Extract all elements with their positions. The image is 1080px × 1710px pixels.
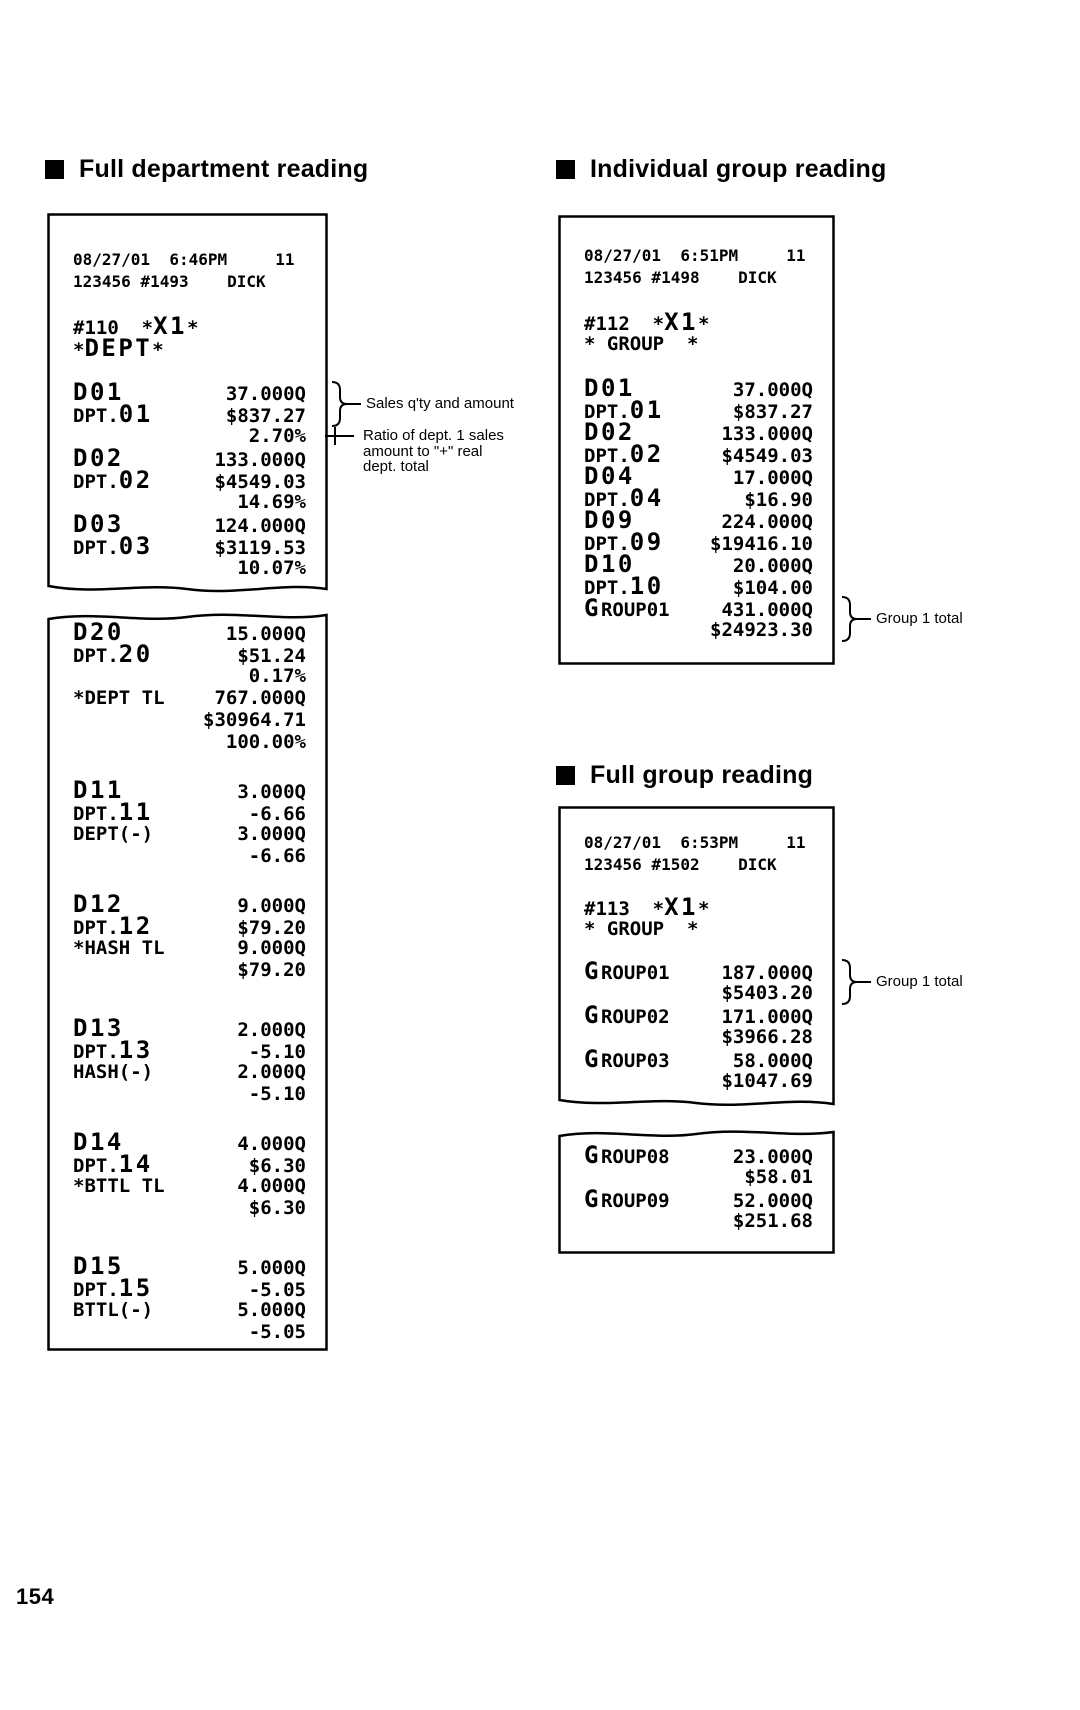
section-title: Full group reading: [590, 761, 814, 789]
receipt-line: DPT.14 $6.30: [73, 1150, 306, 1178]
receipt-line: D02 133.000Q: [584, 418, 813, 446]
receipt-line: DPT.15 -5.05: [73, 1274, 306, 1302]
receipt-lines: [584, 245, 813, 641]
annotation-ratio-line: amount to "+" real: [363, 442, 483, 460]
receipt-full-department-top: [47, 213, 328, 599]
receipt-line: 2.70%: [248, 425, 306, 447]
receipt-line: GROUP03 58.000Q: [584, 1045, 813, 1073]
receipt-line: $5403.20: [721, 982, 813, 1004]
receipt-line: GROUP02 171.000Q: [584, 1001, 813, 1029]
receipt-line: BTTL(-) 5.000Q: [73, 1299, 306, 1321]
receipt-line: DPT.01 $837.27: [73, 400, 306, 428]
receipt-line: -5.10: [248, 1083, 306, 1105]
receipt-gap: [73, 1219, 306, 1255]
receipt-line: HASH(-) 2.000Q: [73, 1061, 306, 1083]
receipt-line: DPT.12 $79.20: [73, 912, 306, 940]
pointer-line-icon: [325, 424, 357, 448]
receipt-full-group-bottom: [558, 1124, 835, 1254]
receipt-line: DPT.13 -5.10: [73, 1036, 306, 1064]
receipt-lines: [73, 618, 306, 1343]
receipt-line: D13 2.000Q: [73, 1014, 306, 1042]
receipt-line: 100.00%: [225, 731, 306, 753]
receipt-line: -6.66: [248, 845, 306, 867]
receipt-line: GROUP09 52.000Q: [584, 1185, 813, 1213]
receipt-full-group-top: [558, 806, 835, 1116]
receipt-line: $30964.71: [203, 709, 306, 731]
receipt-line: DPT.11 -6.66: [73, 798, 306, 826]
annotation-sales-qty: Sales q'ty and amount: [366, 395, 514, 412]
receipt-line: $1047.69: [721, 1070, 813, 1092]
receipt-gap: [584, 876, 813, 896]
receipt-line: 08/27/01 6:53PM 11: [584, 833, 806, 852]
curly-brace-icon: [839, 595, 873, 643]
section-title: Full department reading: [79, 155, 369, 183]
receipt-line: #112 *X1*: [584, 308, 710, 336]
receipt-line: DPT.10 $104.00: [584, 572, 813, 600]
receipt-line: D14 4.000Q: [73, 1128, 306, 1156]
receipt-line: 14.69%: [237, 491, 306, 513]
receipt-line: DPT.02 $4549.03: [584, 440, 813, 468]
receipt-line: DPT.04 $16.90: [584, 484, 813, 512]
annotation-group1-total-full: Group 1 total: [876, 973, 963, 990]
receipt-line: GROUP01 431.000Q: [584, 594, 813, 622]
receipt-line: D20 15.000Q: [73, 618, 306, 646]
annotation-ratio-line: dept. total: [363, 458, 429, 475]
receipt-gap: [584, 940, 813, 960]
receipt-line: $3966.28: [721, 1026, 813, 1048]
receipt-line: D11 3.000Q: [73, 776, 306, 804]
receipt-line: DPT.20 $51.24: [73, 640, 306, 668]
receipt-line: $6.30: [248, 1197, 306, 1219]
receipt-line: D09 224.000Q: [584, 506, 813, 534]
receipt-lines: [584, 1141, 813, 1232]
receipt-line: *HASH TL 9.000Q: [73, 937, 306, 959]
receipt-line: DEPT(-) 3.000Q: [73, 823, 306, 845]
receipt-line: 08/27/01 6:51PM 11: [584, 246, 806, 265]
receipt-line: *DEPT TL 767.000Q: [73, 687, 306, 709]
receipt-line: D01 37.000Q: [73, 378, 306, 406]
receipt-line: GROUP01 187.000Q: [584, 957, 813, 985]
receipt-line: $79.20: [237, 959, 306, 981]
receipt-line: $24923.30: [710, 619, 813, 641]
receipt-line: *DEPT*: [73, 334, 164, 362]
curly-brace-icon: [329, 380, 363, 428]
receipt-gap: [584, 289, 813, 311]
receipt-line: D03 124.000Q: [73, 510, 306, 538]
receipt-line: $251.68: [732, 1210, 813, 1232]
receipt-line: GROUP08 23.000Q: [584, 1141, 813, 1169]
annotation-group1-total-individual: Group 1 total: [876, 610, 963, 627]
receipt-line: * GROUP *: [584, 333, 699, 355]
receipt-line: DPT.01 $837.27: [584, 396, 813, 424]
receipt-line: #113 *X1*: [584, 893, 710, 921]
receipt-line: D04 17.000Q: [584, 462, 813, 490]
receipt-line: 0.17%: [248, 665, 306, 687]
receipt-line: * GROUP *: [584, 918, 699, 940]
receipt-individual-group: [558, 215, 835, 665]
receipt-line: *BTTL TL 4.000Q: [73, 1175, 306, 1197]
receipt-line: 123456 #1502 DICK: [584, 855, 777, 874]
annotation-ratio-line: Ratio of dept. 1 sales: [363, 427, 504, 444]
receipt-line: -5.05: [248, 1321, 306, 1343]
receipt-line: D01 37.000Q: [584, 374, 813, 402]
square-bullet-icon: [45, 160, 64, 179]
receipt-line: D12 9.000Q: [73, 890, 306, 918]
page-number: 154: [16, 1584, 55, 1609]
receipt-line: #110 *X1*: [73, 312, 199, 340]
square-bullet-icon: [556, 766, 575, 785]
receipt-lines: [584, 832, 813, 1092]
receipt-line: 08/27/01 6:46PM 11: [73, 250, 295, 269]
annotation-ratio: [363, 428, 504, 475]
receipt-full-department-bottom: [47, 607, 328, 1351]
receipt-line: DPT.09 $19416.10: [584, 528, 813, 556]
receipt-line: 10.07%: [237, 557, 306, 579]
receipt-line: D15 5.000Q: [73, 1252, 306, 1280]
receipt-line: D02 133.000Q: [73, 444, 306, 472]
curly-brace-icon: [839, 958, 873, 1006]
section-heading-individual-group: [556, 155, 886, 184]
receipt-line: 123456 #1493 DICK: [73, 272, 266, 291]
section-heading-full-group: [556, 761, 813, 790]
receipt-lines: [73, 249, 306, 579]
section-title: Individual group reading: [590, 155, 887, 183]
section-heading-full-department: [45, 155, 368, 184]
square-bullet-icon: [556, 160, 575, 179]
receipt-line: $58.01: [744, 1166, 813, 1188]
receipt-gap: [73, 981, 306, 1017]
receipt-line: DPT.03 $3119.53: [73, 532, 306, 560]
receipt-line: 123456 #1498 DICK: [584, 268, 777, 287]
receipt-line: DPT.02 $4549.03: [73, 466, 306, 494]
receipt-gap: [73, 293, 306, 315]
receipt-line: D10 20.000Q: [584, 550, 813, 578]
